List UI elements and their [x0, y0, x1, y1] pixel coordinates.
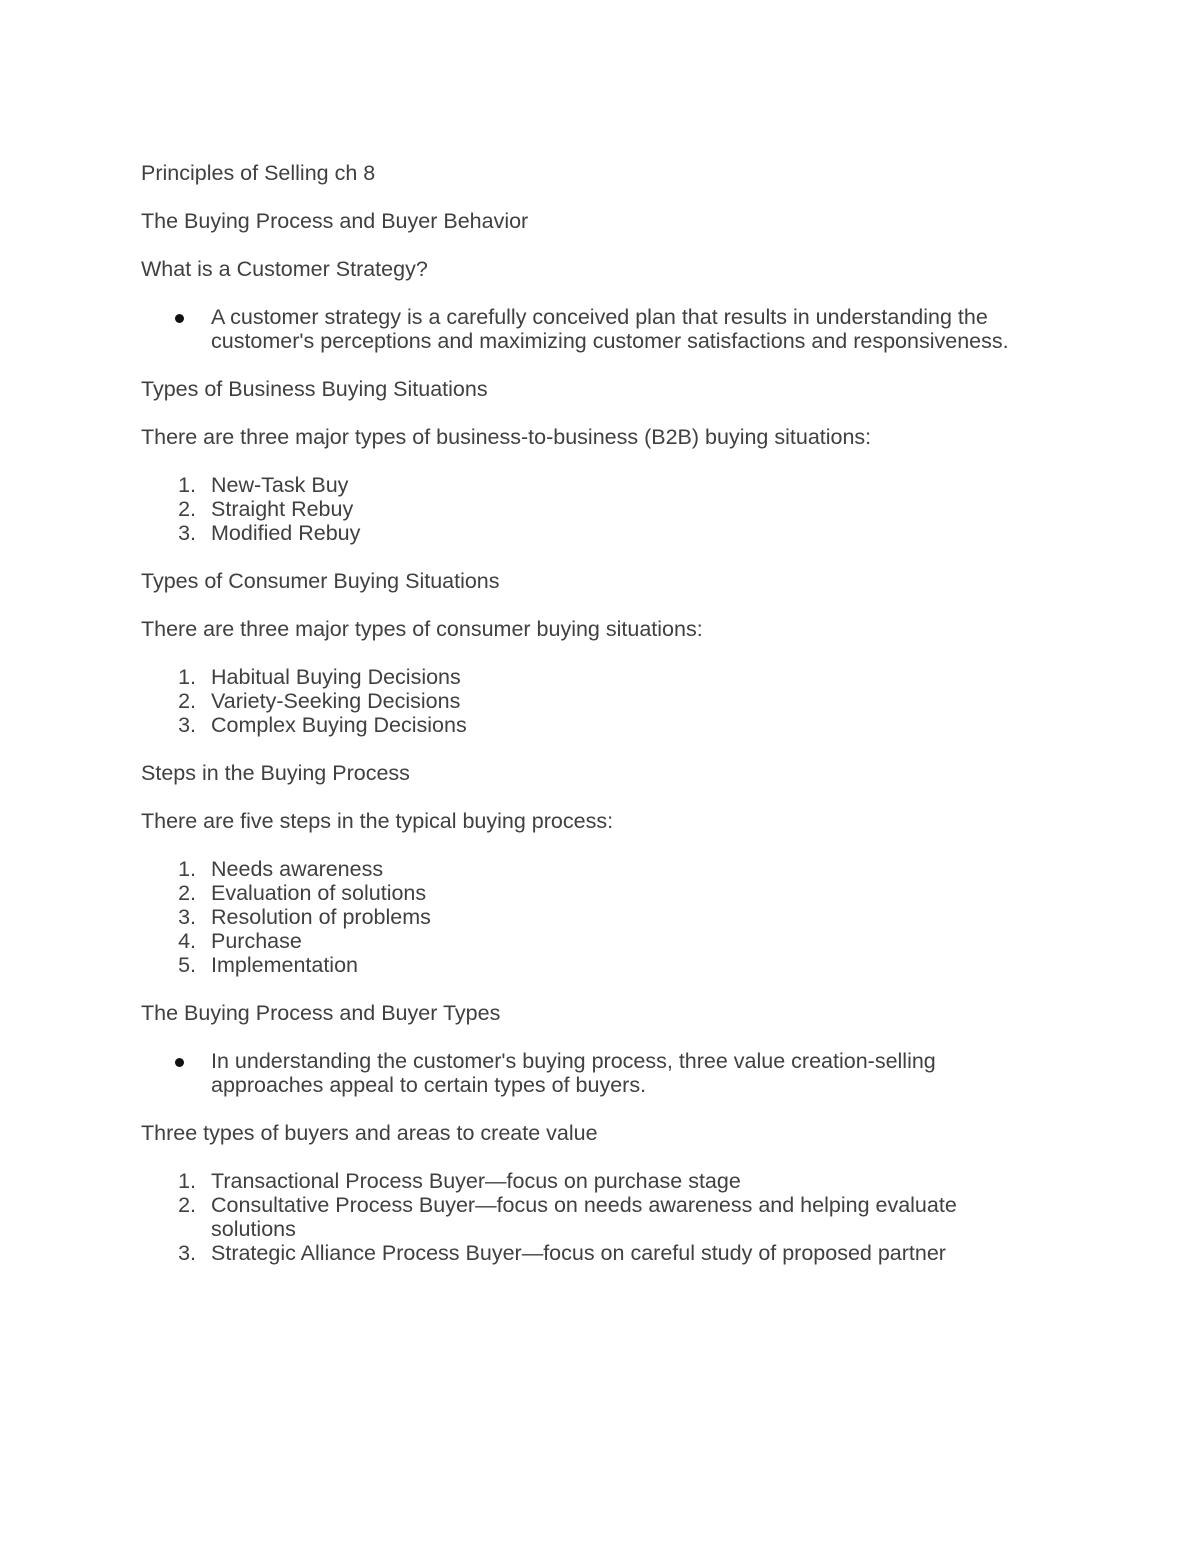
list-item-text: Transactional Process Buyer—focus on purchase stage [211, 1169, 741, 1193]
document-title: Principles of Selling ch 8 [141, 161, 376, 185]
list-item-text: Habitual Buying Decisions [211, 665, 461, 689]
business-buying-list [141, 473, 1041, 545]
list-item-text: Needs awareness [211, 857, 384, 881]
buyer-types-bullet-list [141, 1049, 1041, 1097]
bullet-item [141, 305, 1041, 353]
list-number: 2. [178, 881, 196, 905]
list-item [141, 689, 1041, 713]
list-number: 2. [178, 689, 196, 713]
list-number: 3. [178, 713, 196, 737]
list-item [141, 1241, 1041, 1265]
list-item-text: Variety-Seeking Decisions [211, 689, 461, 713]
list-number: 3. [178, 521, 196, 545]
list-item [141, 857, 1041, 881]
list-item [141, 905, 1041, 929]
list-item-text: Complex Buying Decisions [211, 713, 467, 737]
list-item [141, 521, 1041, 545]
document-subtitle: The Buying Process and Buyer Behavior [141, 209, 529, 233]
list-item-text: Modified Rebuy [211, 521, 361, 545]
value-areas-list [141, 1169, 1041, 1265]
list-number: 3. [178, 905, 196, 929]
list-item [141, 929, 1041, 953]
list-item-text: New-Task Buy [211, 473, 349, 497]
list-item [141, 497, 1041, 521]
list-number: 2. [178, 497, 196, 521]
list-item [141, 881, 1041, 905]
list-item-text: Evaluation of solutions [211, 881, 427, 905]
list-item-text: Resolution of problems [211, 905, 431, 929]
list-number: 3. [178, 1241, 196, 1265]
list-item [141, 665, 1041, 689]
list-item [141, 1193, 1041, 1241]
list-item-text: Straight Rebuy [211, 497, 354, 521]
list-number: 2. [178, 1193, 196, 1217]
buying-steps-list [141, 857, 1041, 977]
list-item [141, 953, 1041, 977]
list-number: 1. [178, 473, 196, 497]
list-item [141, 473, 1041, 497]
bullet-dot-icon [175, 1058, 184, 1067]
section-heading-customer-strategy: What is a Customer Strategy? [141, 257, 428, 281]
section-heading-value-areas: Three types of buyers and areas to create value [141, 1121, 598, 1145]
bullet-item [141, 1049, 1041, 1097]
section-heading-business-buying: Types of Business Buying Situations [141, 377, 488, 401]
list-item-text: Strategic Alliance Process Buyer—focus on careful study of proposed partner [211, 1241, 946, 1265]
consumer-buying-intro: There are three major types of consumer buying situations: [141, 617, 703, 641]
list-number: 5. [178, 953, 196, 977]
consumer-buying-list [141, 665, 1041, 737]
bullet-text: A customer strategy is a carefully conceived plan that results in understanding the customer's perceptions and maximizing customer satisfactions and responsiveness. [211, 305, 1009, 353]
section-heading-consumer-buying: Types of Consumer Buying Situations [141, 569, 500, 593]
list-item-text: Purchase [211, 929, 302, 953]
list-number: 1. [178, 857, 196, 881]
list-number: 4. [178, 929, 196, 953]
business-buying-intro: There are three major types of business-to-business (B2B) buying situations: [141, 425, 872, 449]
bullet-dot-icon [175, 314, 184, 323]
list-number: 1. [178, 665, 196, 689]
list-item-text: Implementation [211, 953, 358, 977]
list-item [141, 1169, 1041, 1193]
bullet-text: In understanding the customer's buying process, three value creation-selling approaches appeal to certain types of buyers. [211, 1049, 936, 1097]
buying-steps-intro: There are five steps in the typical buying process: [141, 809, 614, 833]
customer-strategy-bullet-list [141, 305, 1041, 353]
list-item-text: Consultative Process Buyer—focus on needs awareness and helping evaluate solutions [211, 1193, 957, 1241]
document-page [141, 161, 1041, 1289]
list-number: 1. [178, 1169, 196, 1193]
section-heading-buyer-types: The Buying Process and Buyer Types [141, 1001, 501, 1025]
section-heading-buying-steps: Steps in the Buying Process [141, 761, 410, 785]
list-item [141, 713, 1041, 737]
